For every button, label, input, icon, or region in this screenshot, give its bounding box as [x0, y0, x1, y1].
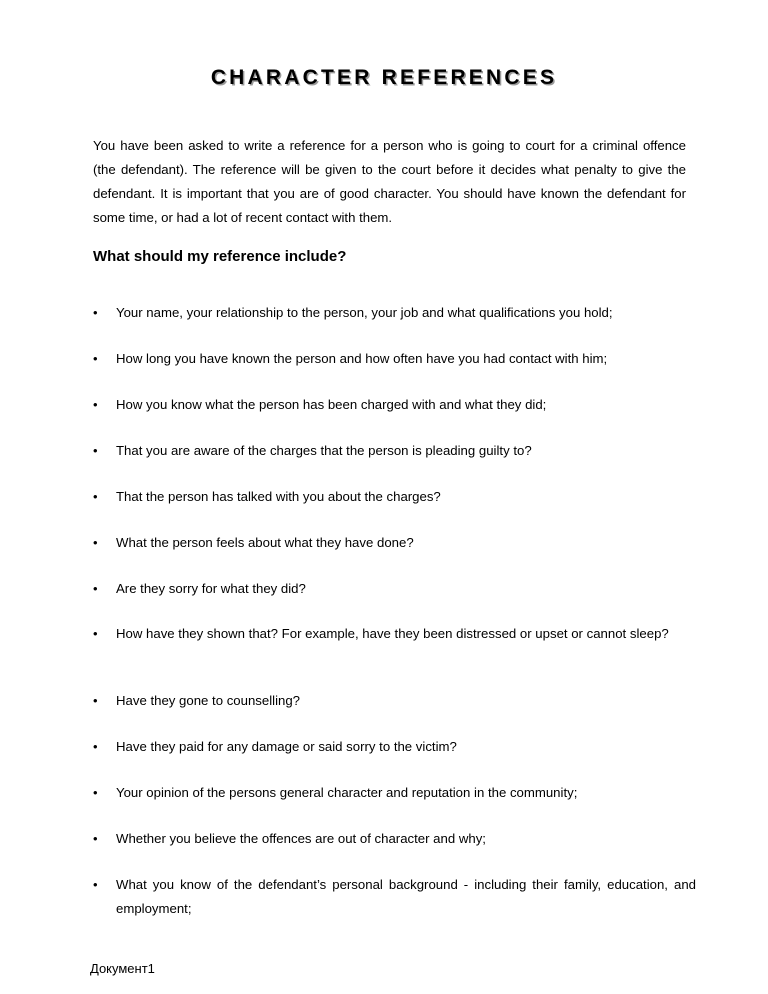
- list-item-text: Are they sorry for what they did?: [116, 581, 306, 596]
- list-item: [93, 393, 696, 417]
- section-heading: What should my reference include?: [93, 248, 347, 265]
- bullet-icon: •: [93, 489, 98, 504]
- list-item-text: Have they paid for any damage or said sorry to the victim?: [116, 739, 457, 754]
- list-item-text: How you know what the person has been charged with and what they did;: [116, 397, 547, 412]
- bullet-icon: •: [93, 581, 98, 596]
- list-item: [93, 689, 696, 713]
- bullet-icon: •: [93, 397, 98, 412]
- list-item-text: What the person feels about what they have done?: [116, 535, 414, 550]
- list-item: [93, 347, 696, 371]
- bullet-icon: •: [93, 351, 98, 366]
- bullet-icon: •: [93, 305, 98, 320]
- bullet-icon: •: [93, 535, 98, 550]
- list-item: [93, 827, 696, 851]
- list-item: [93, 301, 696, 325]
- list-item-text: That the person has talked with you about the charges?: [116, 489, 441, 504]
- list-item-text: Have they gone to counselling?: [116, 693, 301, 708]
- list-item-text: What you know of the defendant’s personal background - including their family, education, and employment;: [116, 877, 696, 916]
- list-item: [93, 781, 696, 805]
- list-item-text: Your name, your relationship to the person, your job and what qualifications you hold;: [116, 305, 613, 320]
- list-item-text: That you are aware of the charges that the person is pleading guilty to?: [116, 443, 532, 458]
- bullet-icon: •: [93, 739, 98, 754]
- document-footer: Документ1: [90, 961, 155, 976]
- list-item-text: How have they shown that? For example, have they been distressed or upset or cannot sleep?: [116, 626, 669, 641]
- list-item: [93, 439, 696, 463]
- bullet-icon: •: [93, 785, 98, 800]
- intro-paragraph: You have been asked to write a reference for a person who is going to court for a criminal offence (the defendant). The reference will be given to the court before it decides what penalty to give the defendant. It is important that you are of good character. You should have known the defendant for some time, or had a lot of recent contact with them.: [93, 138, 686, 225]
- list-item-text: How long you have known the person and how often have you had contact with him;: [116, 351, 608, 366]
- list-item: [93, 531, 696, 555]
- list-item: [93, 622, 696, 646]
- list-item: [93, 873, 696, 921]
- bullet-icon: •: [93, 443, 98, 458]
- list-item-text: Whether you believe the offences are out of character and why;: [116, 831, 486, 846]
- list-item: [93, 577, 696, 601]
- document-title: CHARACTER REFERENCES: [210, 66, 558, 89]
- bullet-icon: •: [93, 831, 98, 846]
- bullet-icon: •: [93, 693, 98, 708]
- list-item: [93, 735, 696, 759]
- list-item-text: Your opinion of the persons general character and reputation in the community;: [116, 785, 578, 800]
- list-item: [93, 485, 696, 509]
- bullet-icon: •: [93, 626, 98, 641]
- bullet-icon: •: [93, 877, 98, 892]
